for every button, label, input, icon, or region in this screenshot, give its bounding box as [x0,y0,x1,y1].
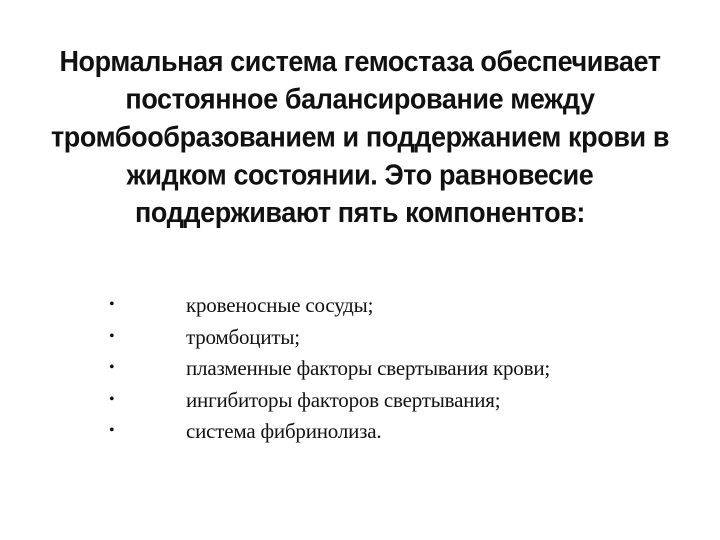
list-item-text: ингибиторы факторов свертывания; [186,387,501,412]
list-item [0,293,720,325]
list-item [0,419,720,451]
bullet-icon: • [109,359,115,376]
list-item [0,356,720,388]
list-item [0,388,720,420]
slide-heading [40,43,680,232]
list-item-text: система фибринолиза. [186,419,382,443]
component-list [0,293,720,451]
list-item-text: кровеносные сосуды; [186,293,374,317]
heading-line: поддерживают пять компонентов: [134,196,586,229]
heading-line: Нормальная система гемостаза обеспечивает [59,45,661,78]
bullet-icon: • [109,327,115,345]
list-item-text: плазменные факторы свертывания крови; [186,356,550,380]
heading-line: тромбообразованием и поддержанием крови в [50,121,670,153]
heading-line: постоянное балансирование между [125,83,595,115]
heading-line: жидком состоянии. Это равновесие [126,159,594,191]
list-item [0,325,720,357]
bullet-icon: • [109,390,115,408]
list-item-text: тромбоциты; [186,324,300,349]
bullet-icon: • [109,296,115,313]
bullet-icon: • [109,422,115,439]
